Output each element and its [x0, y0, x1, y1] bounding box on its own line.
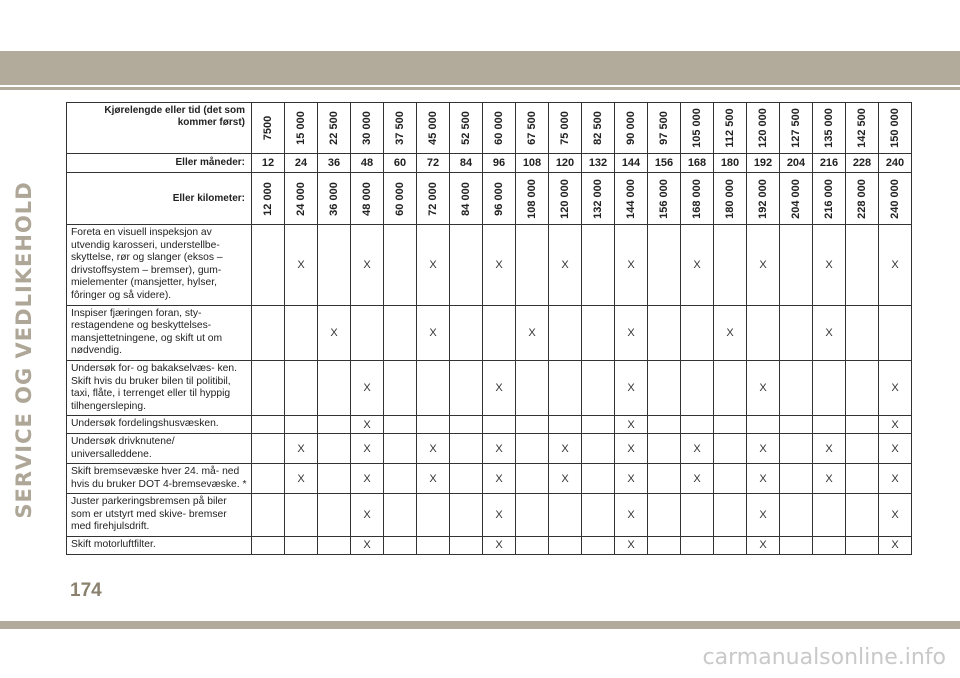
bottom-band [0, 621, 960, 629]
empty-cell [285, 305, 318, 360]
service-mark: X [879, 416, 912, 434]
service-mark: X [483, 360, 516, 415]
kilometer-header-cell [780, 173, 813, 225]
kilometer-value: 192 000 [757, 178, 769, 219]
service-mark: X [615, 464, 648, 494]
empty-cell [714, 416, 747, 434]
months-row [67, 154, 912, 173]
empty-cell [714, 225, 747, 306]
empty-cell [549, 537, 582, 555]
empty-cell [318, 225, 351, 306]
interval-value: 67 500 [526, 111, 538, 145]
empty-cell [516, 494, 549, 537]
table-row [67, 494, 912, 537]
empty-cell [384, 360, 417, 415]
kilometer-header-cell [285, 173, 318, 225]
kilometer-header-cell [450, 173, 483, 225]
kilometers-label: Eller kilometer: [67, 173, 252, 225]
empty-cell [318, 464, 351, 494]
service-mark: X [285, 225, 318, 306]
empty-cell [450, 225, 483, 306]
empty-cell [582, 464, 615, 494]
empty-cell [582, 416, 615, 434]
interval-header-cell [483, 103, 516, 154]
empty-cell [384, 464, 417, 494]
empty-cell [516, 225, 549, 306]
empty-cell [417, 494, 450, 537]
interval-header-cell [516, 103, 549, 154]
kilometer-value: 24 000 [295, 181, 307, 216]
empty-cell [780, 494, 813, 537]
kilometer-header-cell [252, 173, 285, 225]
empty-cell [384, 537, 417, 555]
interval-value: 52 500 [460, 111, 472, 145]
kilometer-value: 36 000 [328, 181, 340, 216]
service-mark: X [516, 305, 549, 360]
service-description: Undersøk drivknutene/ universalleddene. [67, 433, 252, 463]
kilometer-header-cell [384, 173, 417, 225]
service-mark: X [747, 360, 780, 415]
service-mark: X [351, 225, 384, 306]
interval-header-cell [384, 103, 417, 154]
service-mark: X [417, 225, 450, 306]
empty-cell [252, 537, 285, 555]
kilometer-header-cell [747, 173, 780, 225]
empty-cell [648, 494, 681, 537]
empty-cell [252, 360, 285, 415]
empty-cell [681, 360, 714, 415]
service-mark: X [549, 225, 582, 306]
kilometer-value: 168 000 [691, 178, 703, 219]
empty-cell [252, 433, 285, 463]
empty-cell [813, 360, 846, 415]
empty-cell [318, 494, 351, 537]
service-mark: X [351, 537, 384, 555]
service-description: Skift bremsevæske hver 24. må- ned hvis du bruker DOT 4-bremsevæske. * [67, 464, 252, 494]
interval-header-cell [813, 103, 846, 154]
empty-cell [780, 537, 813, 555]
interval-value: 127 500 [790, 108, 802, 148]
empty-cell [417, 416, 450, 434]
months-value: 36 [318, 154, 351, 173]
service-mark: X [879, 464, 912, 494]
months-value: 228 [846, 154, 879, 173]
interval-value: 7500 [262, 115, 274, 141]
service-mark: X [879, 537, 912, 555]
empty-cell [780, 464, 813, 494]
empty-cell [714, 433, 747, 463]
empty-cell [549, 416, 582, 434]
empty-cell [879, 305, 912, 360]
kilometer-header-cell [483, 173, 516, 225]
empty-cell [351, 305, 384, 360]
interval-value: 60 000 [493, 111, 505, 145]
interval-header-cell [351, 103, 384, 154]
interval-header-cell [714, 103, 747, 154]
empty-cell [648, 537, 681, 555]
empty-cell [846, 464, 879, 494]
months-value: 192 [747, 154, 780, 173]
service-mark: X [318, 305, 351, 360]
months-value: 60 [384, 154, 417, 173]
interval-value: 150 000 [889, 108, 901, 148]
interval-header-cell [582, 103, 615, 154]
months-value: 24 [285, 154, 318, 173]
kilometer-value: 228 000 [856, 178, 868, 219]
empty-cell [549, 494, 582, 537]
service-mark: X [483, 494, 516, 537]
months-value: 48 [351, 154, 384, 173]
empty-cell [846, 305, 879, 360]
empty-cell [285, 537, 318, 555]
service-mark: X [615, 537, 648, 555]
kilometer-value: 120 000 [559, 178, 571, 219]
service-mark: X [549, 433, 582, 463]
kilometer-value: 180 000 [724, 178, 736, 219]
service-mark: X [747, 494, 780, 537]
service-mark: X [549, 464, 582, 494]
interval-value: 142 500 [856, 108, 868, 148]
service-mark: X [615, 433, 648, 463]
empty-cell [813, 537, 846, 555]
service-mark: X [483, 464, 516, 494]
kilometer-header-cell [582, 173, 615, 225]
months-value: 108 [516, 154, 549, 173]
service-mark: X [681, 225, 714, 306]
empty-cell [582, 305, 615, 360]
interval-value: 97 500 [658, 111, 670, 145]
table-row [67, 464, 912, 494]
interval-header-row [67, 103, 912, 154]
service-description: Inspiser fjæringen foran, sty- restagendene og beskyttelses- mansjettetningene, og skift ut om nødvendig. [67, 305, 252, 360]
empty-cell [813, 416, 846, 434]
service-mark: X [483, 537, 516, 555]
service-mark: X [615, 494, 648, 537]
months-label: Eller måneder: [67, 154, 252, 173]
empty-cell [648, 416, 681, 434]
empty-cell [780, 305, 813, 360]
service-description: Foreta en visuell inspeksjon av utvendig karosseri, understellbe- skyttelse, rør og slanger (eksos – drivstoffsystem – bremser), gum- mielementer (mansjetter, hylser, fôringer og så videre). [67, 225, 252, 306]
interval-header-cell [846, 103, 879, 154]
empty-cell [318, 360, 351, 415]
empty-cell [714, 494, 747, 537]
empty-cell [780, 225, 813, 306]
kilometer-header-cell [714, 173, 747, 225]
months-value: 156 [648, 154, 681, 173]
empty-cell [846, 416, 879, 434]
service-mark: X [483, 433, 516, 463]
empty-cell [648, 464, 681, 494]
kilometer-header-cell [549, 173, 582, 225]
service-mark: X [747, 464, 780, 494]
kilometer-header-cell [318, 173, 351, 225]
empty-cell [780, 416, 813, 434]
empty-cell [780, 360, 813, 415]
service-mark: X [615, 360, 648, 415]
table-row [67, 537, 912, 555]
interval-value: 45 000 [427, 111, 439, 145]
empty-cell [483, 305, 516, 360]
table-row [67, 416, 912, 434]
empty-cell [516, 464, 549, 494]
interval-header-cell [681, 103, 714, 154]
service-mark: X [483, 225, 516, 306]
empty-cell [681, 305, 714, 360]
empty-cell [714, 360, 747, 415]
interval-value: 37 500 [394, 111, 406, 145]
empty-cell [450, 494, 483, 537]
service-mark: X [813, 305, 846, 360]
service-mark: X [813, 433, 846, 463]
interval-header-cell [318, 103, 351, 154]
empty-cell [681, 416, 714, 434]
kilometer-value: 96 000 [493, 181, 505, 216]
empty-cell [582, 537, 615, 555]
empty-cell [846, 433, 879, 463]
empty-cell [648, 360, 681, 415]
service-mark: X [747, 537, 780, 555]
empty-cell [648, 225, 681, 306]
months-value: 120 [549, 154, 582, 173]
interval-header-cell [549, 103, 582, 154]
service-mark: X [879, 360, 912, 415]
months-value: 144 [615, 154, 648, 173]
months-value: 240 [879, 154, 912, 173]
interval-header-cell [747, 103, 780, 154]
kilometer-value: 108 000 [526, 178, 538, 219]
maintenance-schedule-table [66, 102, 912, 555]
interval-header-cell [450, 103, 483, 154]
empty-cell [648, 433, 681, 463]
months-value: 132 [582, 154, 615, 173]
kilometer-value: 72 000 [427, 181, 439, 216]
empty-cell [648, 305, 681, 360]
service-mark: X [681, 433, 714, 463]
months-value: 180 [714, 154, 747, 173]
empty-cell [516, 537, 549, 555]
interval-value: 105 000 [691, 108, 703, 148]
months-value: 84 [450, 154, 483, 173]
service-mark: X [714, 305, 747, 360]
empty-cell [384, 225, 417, 306]
empty-cell [483, 416, 516, 434]
top-header-line [0, 87, 960, 90]
empty-cell [747, 305, 780, 360]
empty-cell [285, 360, 318, 415]
empty-cell [285, 494, 318, 537]
kilometer-value: 132 000 [592, 178, 604, 219]
empty-cell [846, 360, 879, 415]
empty-cell [516, 360, 549, 415]
empty-cell [450, 537, 483, 555]
kilometer-value: 240 000 [889, 178, 901, 219]
interval-value: 15 000 [295, 111, 307, 145]
service-mark: X [813, 464, 846, 494]
interval-value: 82 500 [592, 111, 604, 145]
interval-header-cell [417, 103, 450, 154]
empty-cell [516, 433, 549, 463]
kilometer-header-cell [681, 173, 714, 225]
interval-value: 120 000 [757, 108, 769, 148]
empty-cell [714, 464, 747, 494]
kilometer-header-cell [813, 173, 846, 225]
empty-cell [252, 494, 285, 537]
service-description: Undersøk for- og bakakselvæs- ken. Skift hvis du bruker bilen til politibil, taxi, flåte, i terrenget eller til hyppig tilhengersleping. [67, 360, 252, 415]
kilometer-value: 216 000 [823, 178, 835, 219]
empty-cell [450, 305, 483, 360]
distance-first-label: Kjørelengde eller tid (det som kommer først) [67, 103, 252, 154]
service-description: Undersøk fordelingshusvæsken. [67, 416, 252, 434]
interval-header-cell [780, 103, 813, 154]
interval-value: 112 500 [724, 108, 736, 148]
empty-cell [582, 225, 615, 306]
interval-value: 30 000 [361, 111, 373, 145]
kilometer-value: 144 000 [625, 178, 637, 219]
service-mark: X [417, 464, 450, 494]
interval-header-cell [252, 103, 285, 154]
kilometer-value: 84 000 [460, 181, 472, 216]
watermark-text: carmanualsonline.info [702, 645, 946, 670]
kilometer-header-cell [417, 173, 450, 225]
empty-cell [582, 360, 615, 415]
empty-cell [582, 494, 615, 537]
service-mark: X [747, 433, 780, 463]
table-row [67, 225, 912, 306]
service-mark: X [417, 433, 450, 463]
interval-value: 22 500 [328, 111, 340, 145]
interval-value: 75 000 [559, 111, 571, 145]
page-number: 174 [70, 580, 102, 601]
empty-cell [285, 416, 318, 434]
empty-cell [582, 433, 615, 463]
interval-header-cell [615, 103, 648, 154]
empty-cell [747, 416, 780, 434]
service-mark: X [351, 360, 384, 415]
service-mark: X [681, 464, 714, 494]
empty-cell [252, 416, 285, 434]
empty-cell [252, 305, 285, 360]
months-value: 12 [252, 154, 285, 173]
empty-cell [549, 305, 582, 360]
interval-header-cell [879, 103, 912, 154]
empty-cell [450, 464, 483, 494]
empty-cell [384, 416, 417, 434]
empty-cell [681, 494, 714, 537]
service-mark: X [351, 464, 384, 494]
kilometer-value: 48 000 [361, 181, 373, 216]
empty-cell [714, 537, 747, 555]
empty-cell [318, 537, 351, 555]
empty-cell [450, 416, 483, 434]
kilometer-header-cell [615, 173, 648, 225]
empty-cell [813, 494, 846, 537]
kilometer-value: 60 000 [394, 181, 406, 216]
kilometers-row [67, 173, 912, 225]
empty-cell [384, 305, 417, 360]
months-value: 72 [417, 154, 450, 173]
interval-header-cell [285, 103, 318, 154]
empty-cell [318, 416, 351, 434]
service-mark: X [615, 225, 648, 306]
empty-cell [846, 225, 879, 306]
service-mark: X [879, 494, 912, 537]
service-mark: X [417, 305, 450, 360]
service-mark: X [615, 416, 648, 434]
empty-cell [450, 360, 483, 415]
empty-cell [252, 225, 285, 306]
empty-cell [846, 537, 879, 555]
service-mark: X [615, 305, 648, 360]
interval-value: 135 000 [823, 108, 835, 148]
table-row [67, 433, 912, 463]
months-value: 216 [813, 154, 846, 173]
table-row [67, 360, 912, 415]
empty-cell [384, 433, 417, 463]
service-mark: X [351, 433, 384, 463]
kilometer-header-cell [846, 173, 879, 225]
service-mark: X [285, 464, 318, 494]
empty-cell [384, 494, 417, 537]
empty-cell [681, 537, 714, 555]
service-mark: X [285, 433, 318, 463]
service-mark: X [813, 225, 846, 306]
service-mark: X [351, 416, 384, 434]
empty-cell [417, 360, 450, 415]
maintenance-schedule-table-wrap [66, 102, 912, 555]
months-value: 168 [681, 154, 714, 173]
months-value: 204 [780, 154, 813, 173]
empty-cell [252, 464, 285, 494]
service-description: Juster parkeringsbremsen på biler som er utstyrt med skive- bremser med firehjulsdrift. [67, 494, 252, 537]
kilometer-value: 12 000 [262, 181, 274, 216]
interval-value: 90 000 [625, 111, 637, 145]
top-header-band [0, 51, 960, 85]
kilometer-header-cell [516, 173, 549, 225]
service-mark: X [879, 225, 912, 306]
empty-cell [516, 416, 549, 434]
kilometer-value: 156 000 [658, 178, 670, 219]
kilometer-value: 204 000 [790, 178, 802, 219]
kilometer-header-cell [879, 173, 912, 225]
service-mark: X [747, 225, 780, 306]
service-description: Skift motorluftfilter. [67, 537, 252, 555]
service-mark: X [879, 433, 912, 463]
empty-cell [549, 360, 582, 415]
empty-cell [450, 433, 483, 463]
table-row [67, 305, 912, 360]
empty-cell [780, 433, 813, 463]
empty-cell [417, 537, 450, 555]
empty-cell [846, 494, 879, 537]
kilometer-header-cell [648, 173, 681, 225]
kilometer-header-cell [351, 173, 384, 225]
interval-header-cell [648, 103, 681, 154]
empty-cell [318, 433, 351, 463]
months-value: 96 [483, 154, 516, 173]
service-mark: X [351, 494, 384, 537]
section-title: SERVICE OG VEDLIKEHOLD [12, 181, 36, 519]
